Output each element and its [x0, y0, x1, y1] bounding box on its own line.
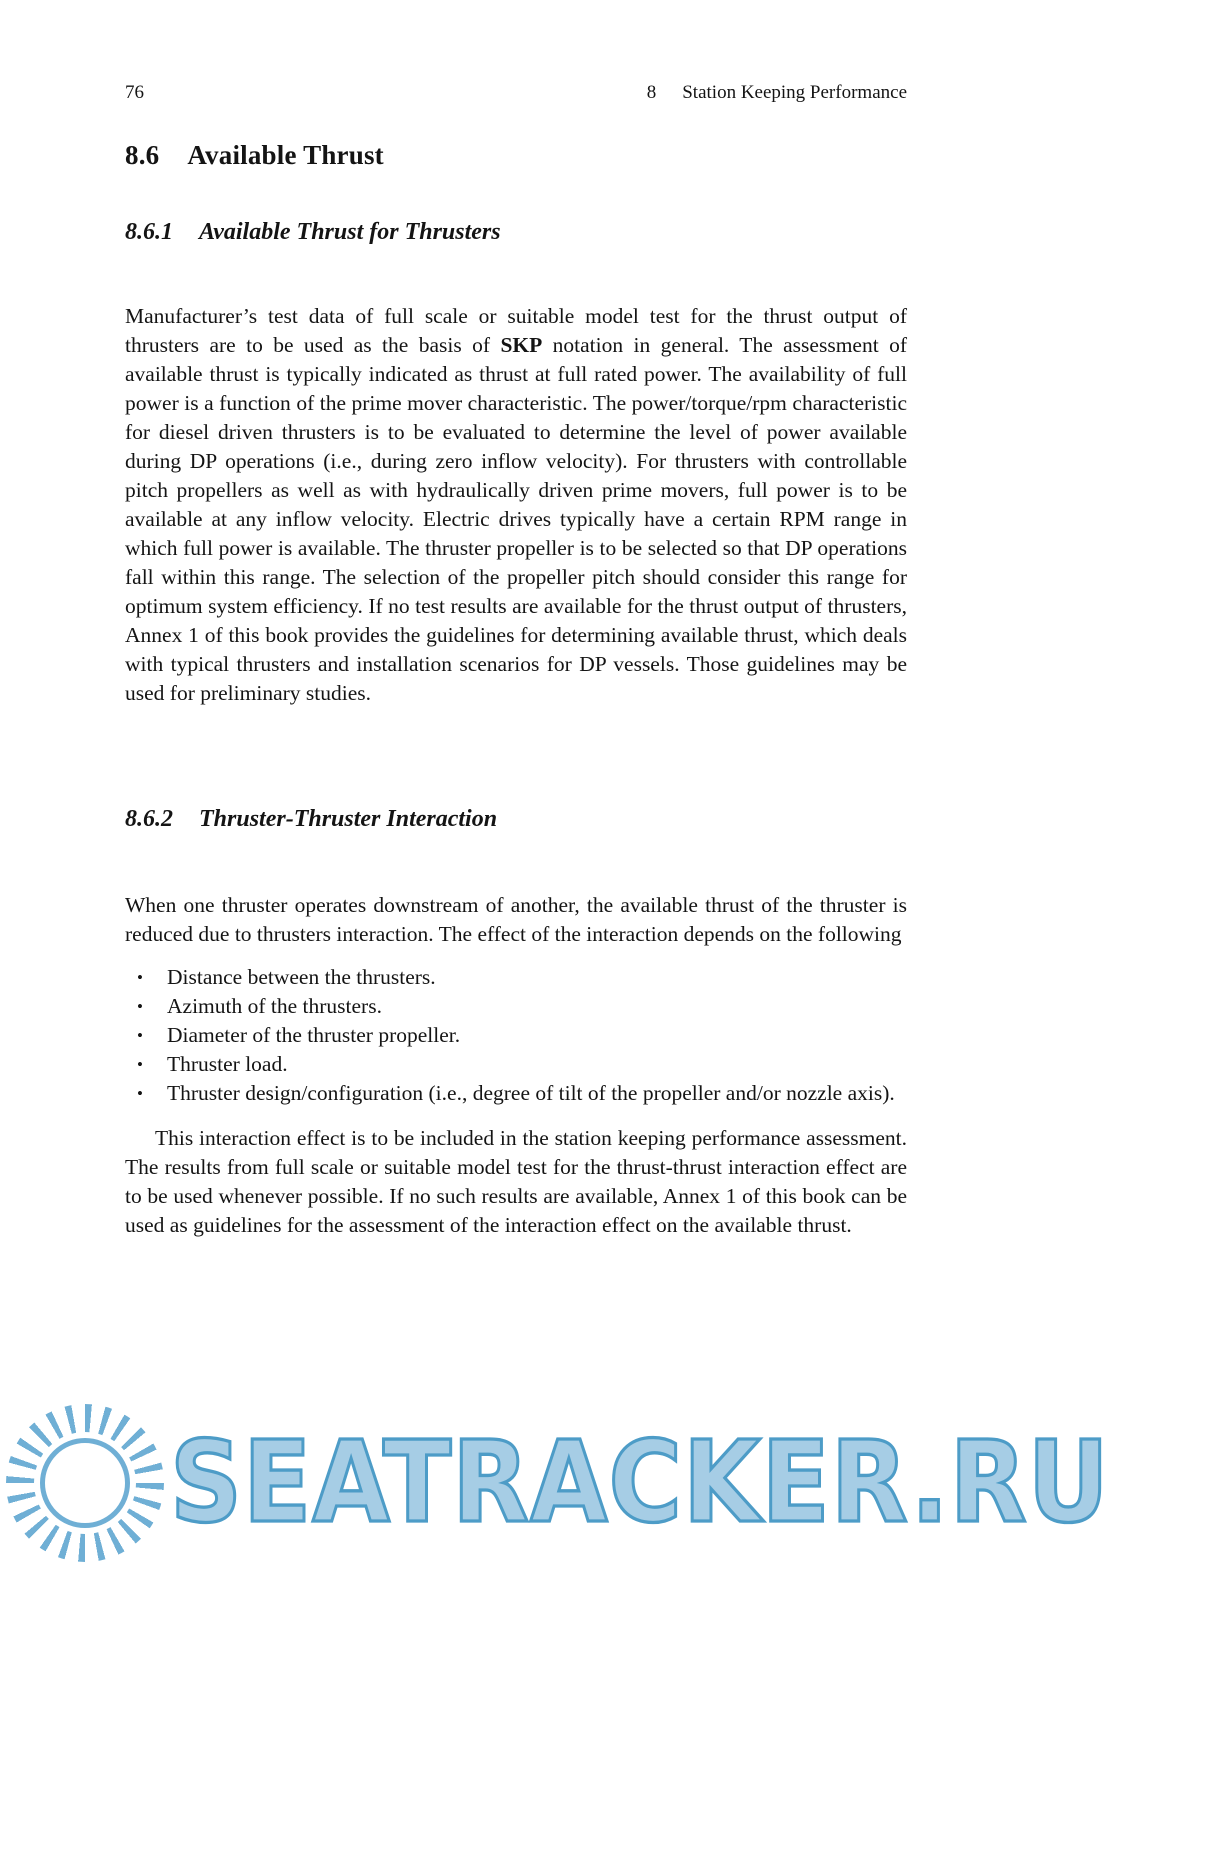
bullet-icon: •: [137, 1026, 143, 1045]
list-item: [125, 963, 907, 992]
bullet-icon: •: [137, 1055, 143, 1074]
bullet-icon: •: [137, 997, 143, 1016]
list-item: [125, 1021, 907, 1050]
subsection-number: 8.6.2: [125, 806, 173, 832]
paragraph-861-part2: notation in general. The assessment of available thrust is typically indicated as thrust at full rated power. The availability of full power is a function of the prime mover characteristic. The power/torque/rpm characteristic for diesel driven thrusters is to be evaluated to determine the level of power available during DP operations (i.e., during zero inflow velocity). For thrusters with controllable pitch propellers as well as with hydraulically driven prime movers, full power is to be available at any inflow velocity. Electric drives typically have a certain RPM range in which full power is available. The thruster propeller is to be selected so that DP operations fall within this range. The selection of the propeller pitch should consider this range for optimum system efficiency. If no test results are available for the thrust output of thrusters, Annex 1 of this book provides the guidelines for determining available thrust, which deals with typical thrusters and installation scenarios for DP vessels. Those guidelines may be used for preliminary studies.: [125, 333, 907, 705]
watermark: [0, 1388, 1221, 1578]
skp-bold-term: SKP: [500, 333, 543, 357]
bullet-icon: •: [137, 1084, 143, 1103]
paragraph-861: [125, 302, 907, 708]
list-item-text: Thruster load.: [167, 1052, 288, 1076]
list-item-text: Azimuth of the thrusters.: [167, 994, 382, 1018]
sunburst-logo-icon: [6, 1404, 164, 1562]
paragraph-861-part1: Manufacturer’s test data of full scale or suitable model test for the thrust output of thrusters are to be used as the basis of: [125, 304, 907, 357]
subsection-title: Available Thrust for Thrusters: [199, 219, 501, 245]
paragraph-862-closing: This interaction effect is to be included in the station keeping performance assessment. The results from full scale or suitable model test for the thrust-thrust interaction effect are to be used whenever possible. If no such results are available, Annex 1 of this book can be used as guidelines for the assessment of the interaction effect on the available thrust.: [125, 1126, 907, 1237]
section-number: 8.6: [125, 140, 160, 170]
chapter-number: 8: [646, 82, 657, 103]
bullet-list: [125, 963, 907, 1108]
bullet-icon: •: [137, 968, 143, 987]
section-heading: [125, 140, 907, 171]
list-item: [125, 992, 907, 1021]
list-item-text: Distance between the thrusters.: [167, 965, 436, 989]
list-item: [125, 1050, 907, 1079]
watermark-text: SEATRACKER.RU: [170, 1416, 1110, 1548]
list-item-text: Diameter of the thruster propeller.: [167, 1023, 461, 1047]
page-number: 76: [125, 82, 144, 103]
subsection-heading-861: [125, 219, 907, 246]
subsection-title: Thruster-Thruster Interaction: [199, 806, 498, 832]
page-header: [125, 82, 907, 104]
list-item-text: Thruster design/configuration (i.e., degree of tilt of the propeller and/or nozzle axis).: [167, 1081, 895, 1105]
chapter-reference: [647, 82, 907, 104]
paragraph-862-intro: When one thruster operates downstream of another, the available thrust of the thruster is reduced due to thrusters interaction. The effect of the interaction depends on the following: [125, 893, 907, 946]
section-title: Available Thrust: [187, 140, 384, 170]
chapter-title: Station Keeping Performance: [682, 82, 907, 103]
list-item: [125, 1079, 907, 1108]
page-content: [125, 82, 907, 1240]
subsection-heading-862: [125, 806, 907, 833]
subsection-number: 8.6.1: [125, 219, 173, 245]
